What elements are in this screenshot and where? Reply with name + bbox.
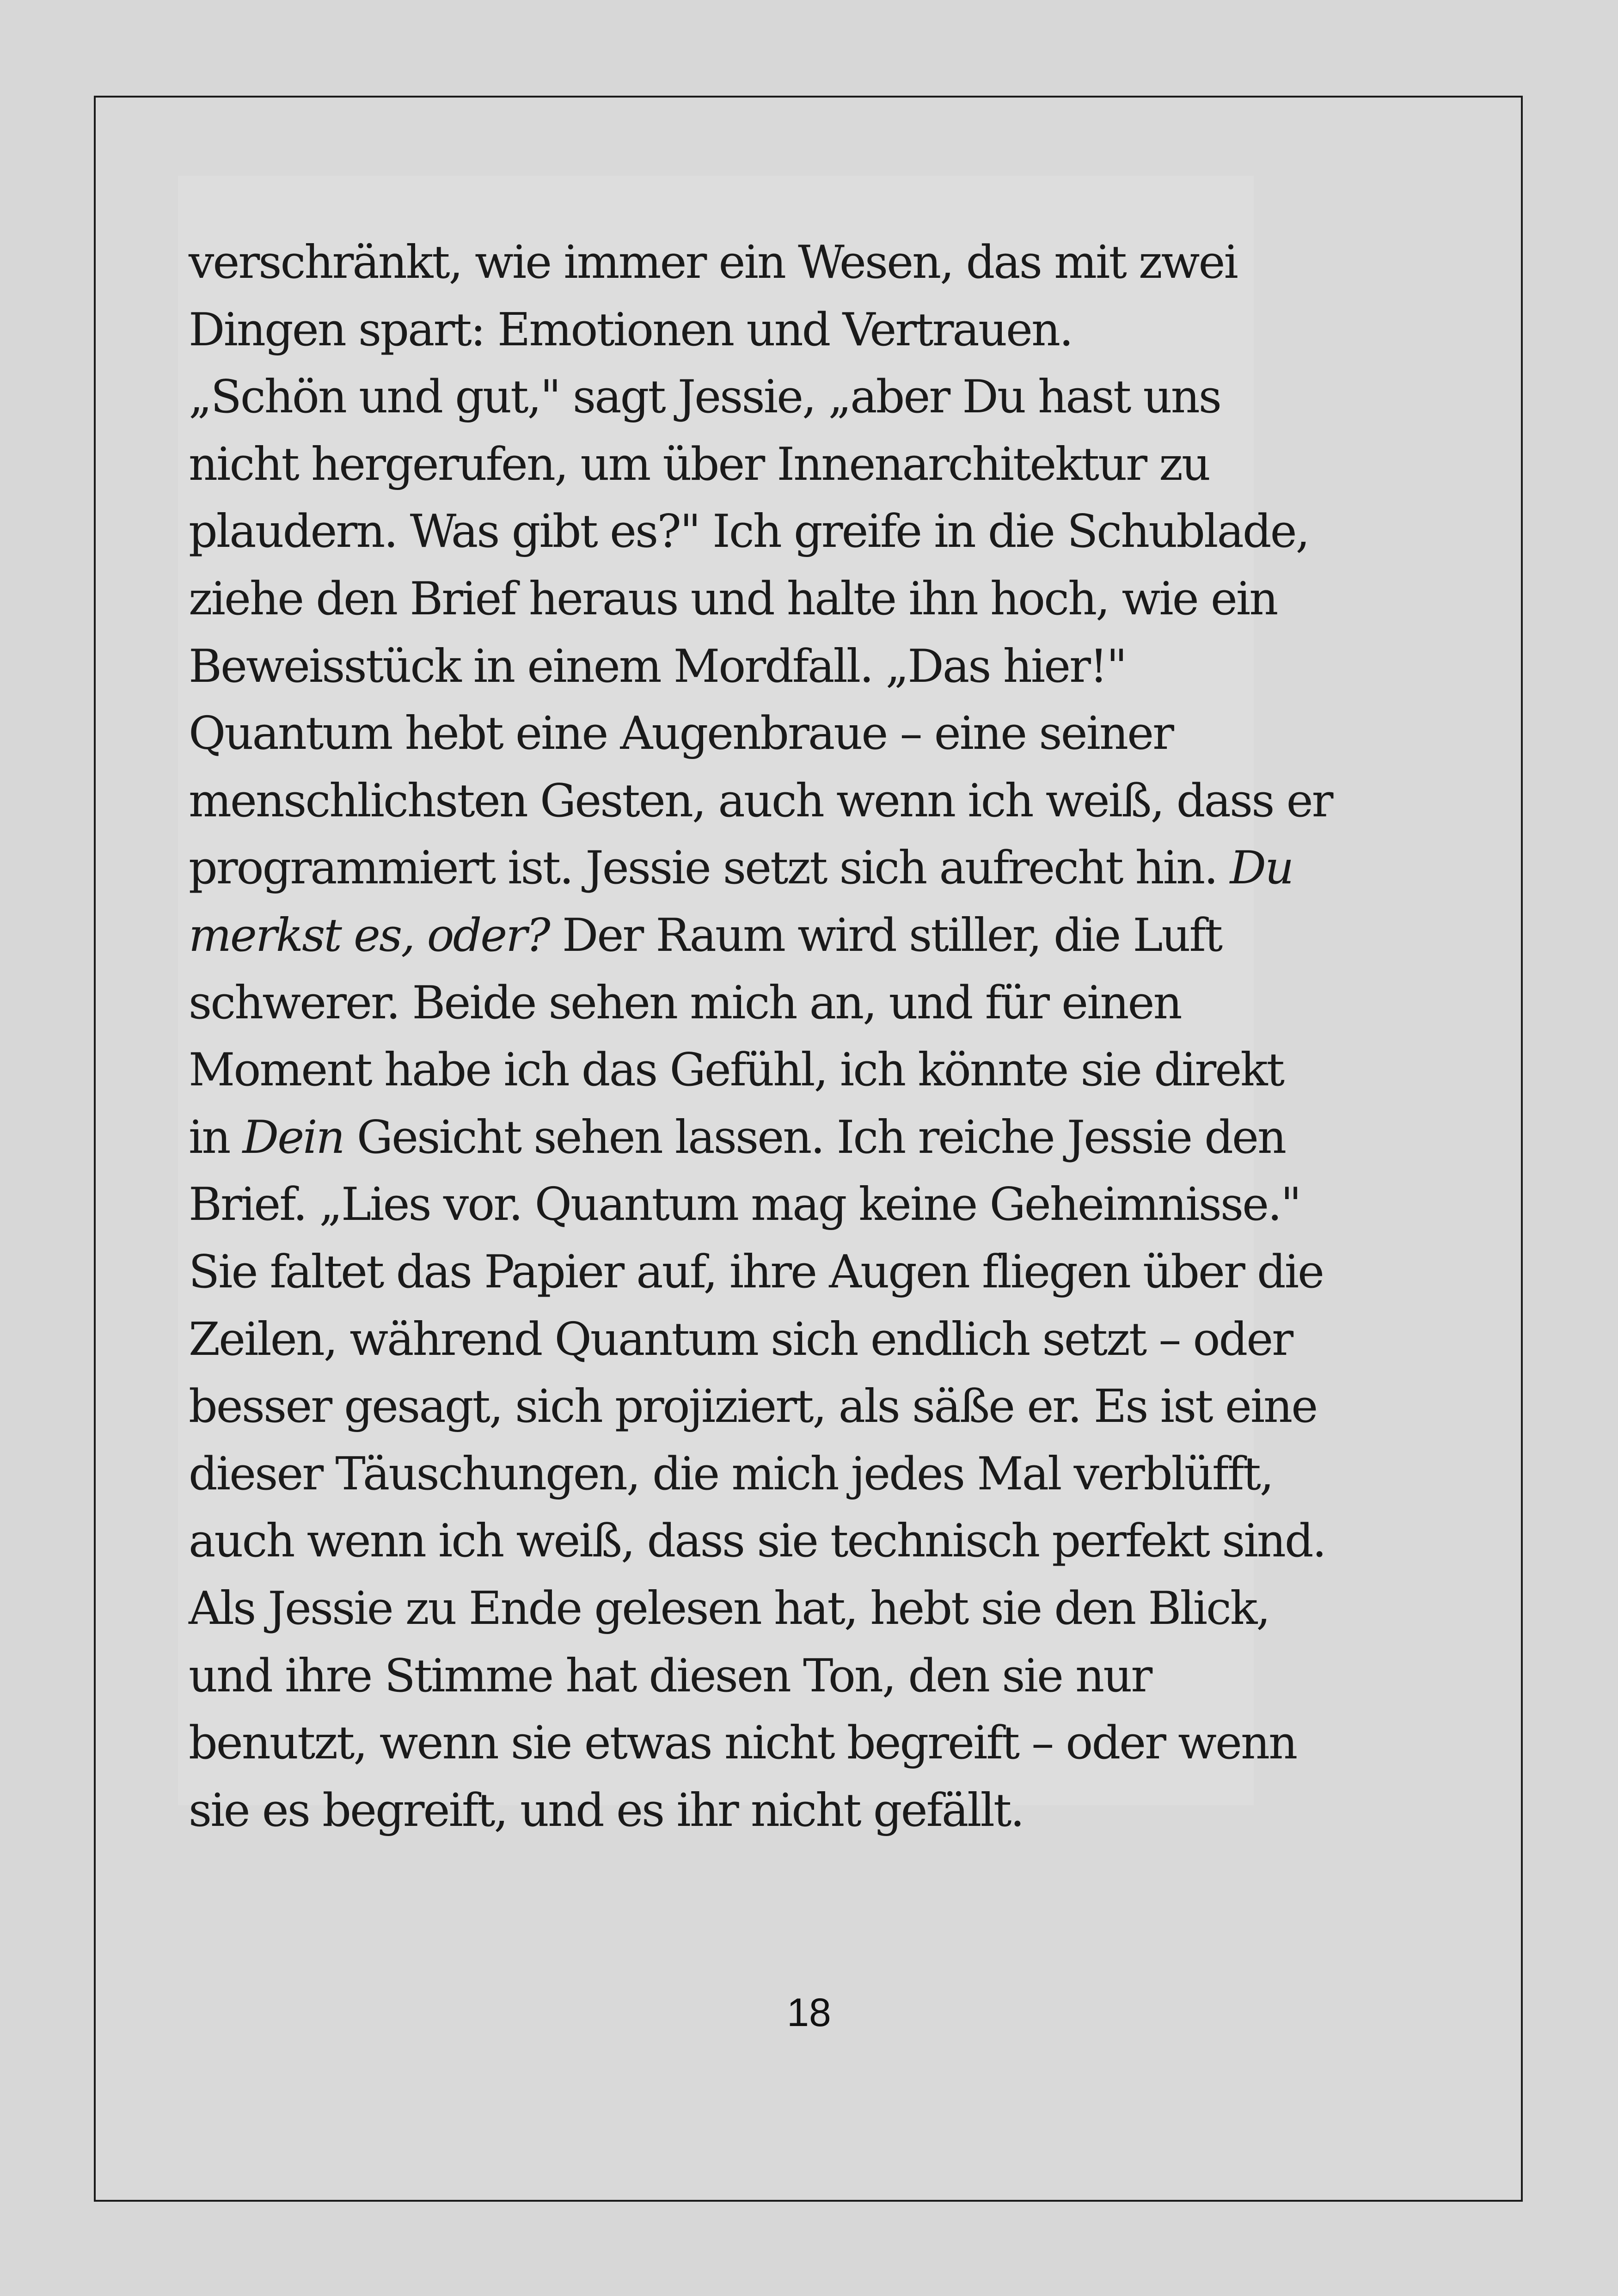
text-line: [189, 1312, 1292, 1367]
text-line: [189, 571, 1277, 627]
body-text: [178, 176, 1332, 1837]
text-segment: Moment habe ich das Gefühl, ich könnte sie direkt: [189, 1044, 1283, 1097]
text-segment: auch wenn ich weiß, dass sie technisch perfekt sind.: [189, 1515, 1325, 1568]
text-segment: verschränkt, wie immer ein Wesen, das mit zwei: [189, 236, 1237, 289]
text-segment: ziehe den Brief heraus und halte ihn hoch, wie ein: [189, 573, 1277, 625]
text-line: [189, 639, 1126, 694]
text-line: [189, 1581, 1269, 1636]
text-line: [189, 235, 1237, 290]
text-line: [189, 437, 1209, 492]
text-segment: „Schön und gut," sagt Jessie, „aber Du hast uns: [189, 371, 1221, 424]
text-segment: und ihre Stimme hat diesen Ton, den sie nur: [189, 1649, 1152, 1702]
text-line: [189, 840, 1293, 896]
text-line: [189, 1177, 1300, 1232]
text-line: [189, 1110, 1285, 1165]
text-segment: Dingen spart: Emotionen und Vertrauen.: [189, 303, 1073, 356]
text-line: [189, 369, 1220, 425]
text-segment: nicht hergerufen, um über Innenarchitektur zu: [189, 438, 1210, 491]
text-line: [189, 773, 1332, 829]
text-segment: Der Raum wird stiller, die Luft: [549, 909, 1222, 962]
italic-text: merkst es, oder?: [189, 909, 549, 962]
text-segment: schwerer. Beide sehen mich an, und für einen: [189, 976, 1181, 1029]
text-line: [189, 706, 1173, 761]
text-line: [189, 1715, 1296, 1771]
text-segment: Sie faltet das Papier auf, ihre Augen fliegen über die: [189, 1246, 1324, 1298]
text-segment: menschlichsten Gesten, auch wenn ich weiß, dass er: [189, 774, 1332, 827]
italic-text: Dein: [242, 1111, 344, 1164]
text-line: [189, 1513, 1325, 1569]
italic-text: Du: [1230, 842, 1293, 895]
text-line: [189, 908, 1221, 963]
text-line: [189, 1446, 1273, 1502]
text-segment: Als Jessie zu Ende gelesen hat, hebt sie den Blick,: [189, 1582, 1269, 1635]
page-number: 18: [787, 1990, 831, 2035]
text-segment: Brief. „Lies vor. Quantum mag keine Geheimnisse.": [189, 1178, 1300, 1231]
text-segment: benutzt, wenn sie etwas nicht begreift – oder wenn: [189, 1717, 1297, 1770]
text-segment: dieser Täuschungen, die mich jedes Mal verblüfft,: [189, 1447, 1273, 1500]
text-segment: Gesicht sehen lassen. Ich reiche Jessie den: [343, 1111, 1286, 1164]
text-segment: Zeilen, während Quantum sich endlich setzt – oder: [189, 1313, 1293, 1366]
text-segment: Beweisstück in einem Mordfall. „Das hier!": [189, 640, 1126, 693]
text-line: [189, 1648, 1151, 1704]
text-line: [189, 302, 1072, 358]
text-segment: in: [189, 1111, 243, 1164]
text-segment: besser gesagt, sich projiziert, als säße er. Es ist eine: [189, 1380, 1317, 1433]
text-line: [189, 504, 1309, 559]
text-line: [189, 975, 1181, 1031]
text-segment: plaudern. Was gibt es?" Ich greife in die Schublade,: [189, 505, 1309, 558]
text-line: [189, 1042, 1283, 1098]
text-segment: programmiert ist. Jessie setzt sich aufrecht hin.: [189, 842, 1230, 895]
text-line: [189, 1244, 1323, 1300]
text-segment: sie es begreift, und es ihr nicht gefällt.: [189, 1784, 1024, 1837]
text-line: [189, 1379, 1317, 1434]
text-segment: Quantum hebt eine Augenbraue – eine seiner: [189, 707, 1173, 760]
text-line: [189, 1783, 1023, 1838]
